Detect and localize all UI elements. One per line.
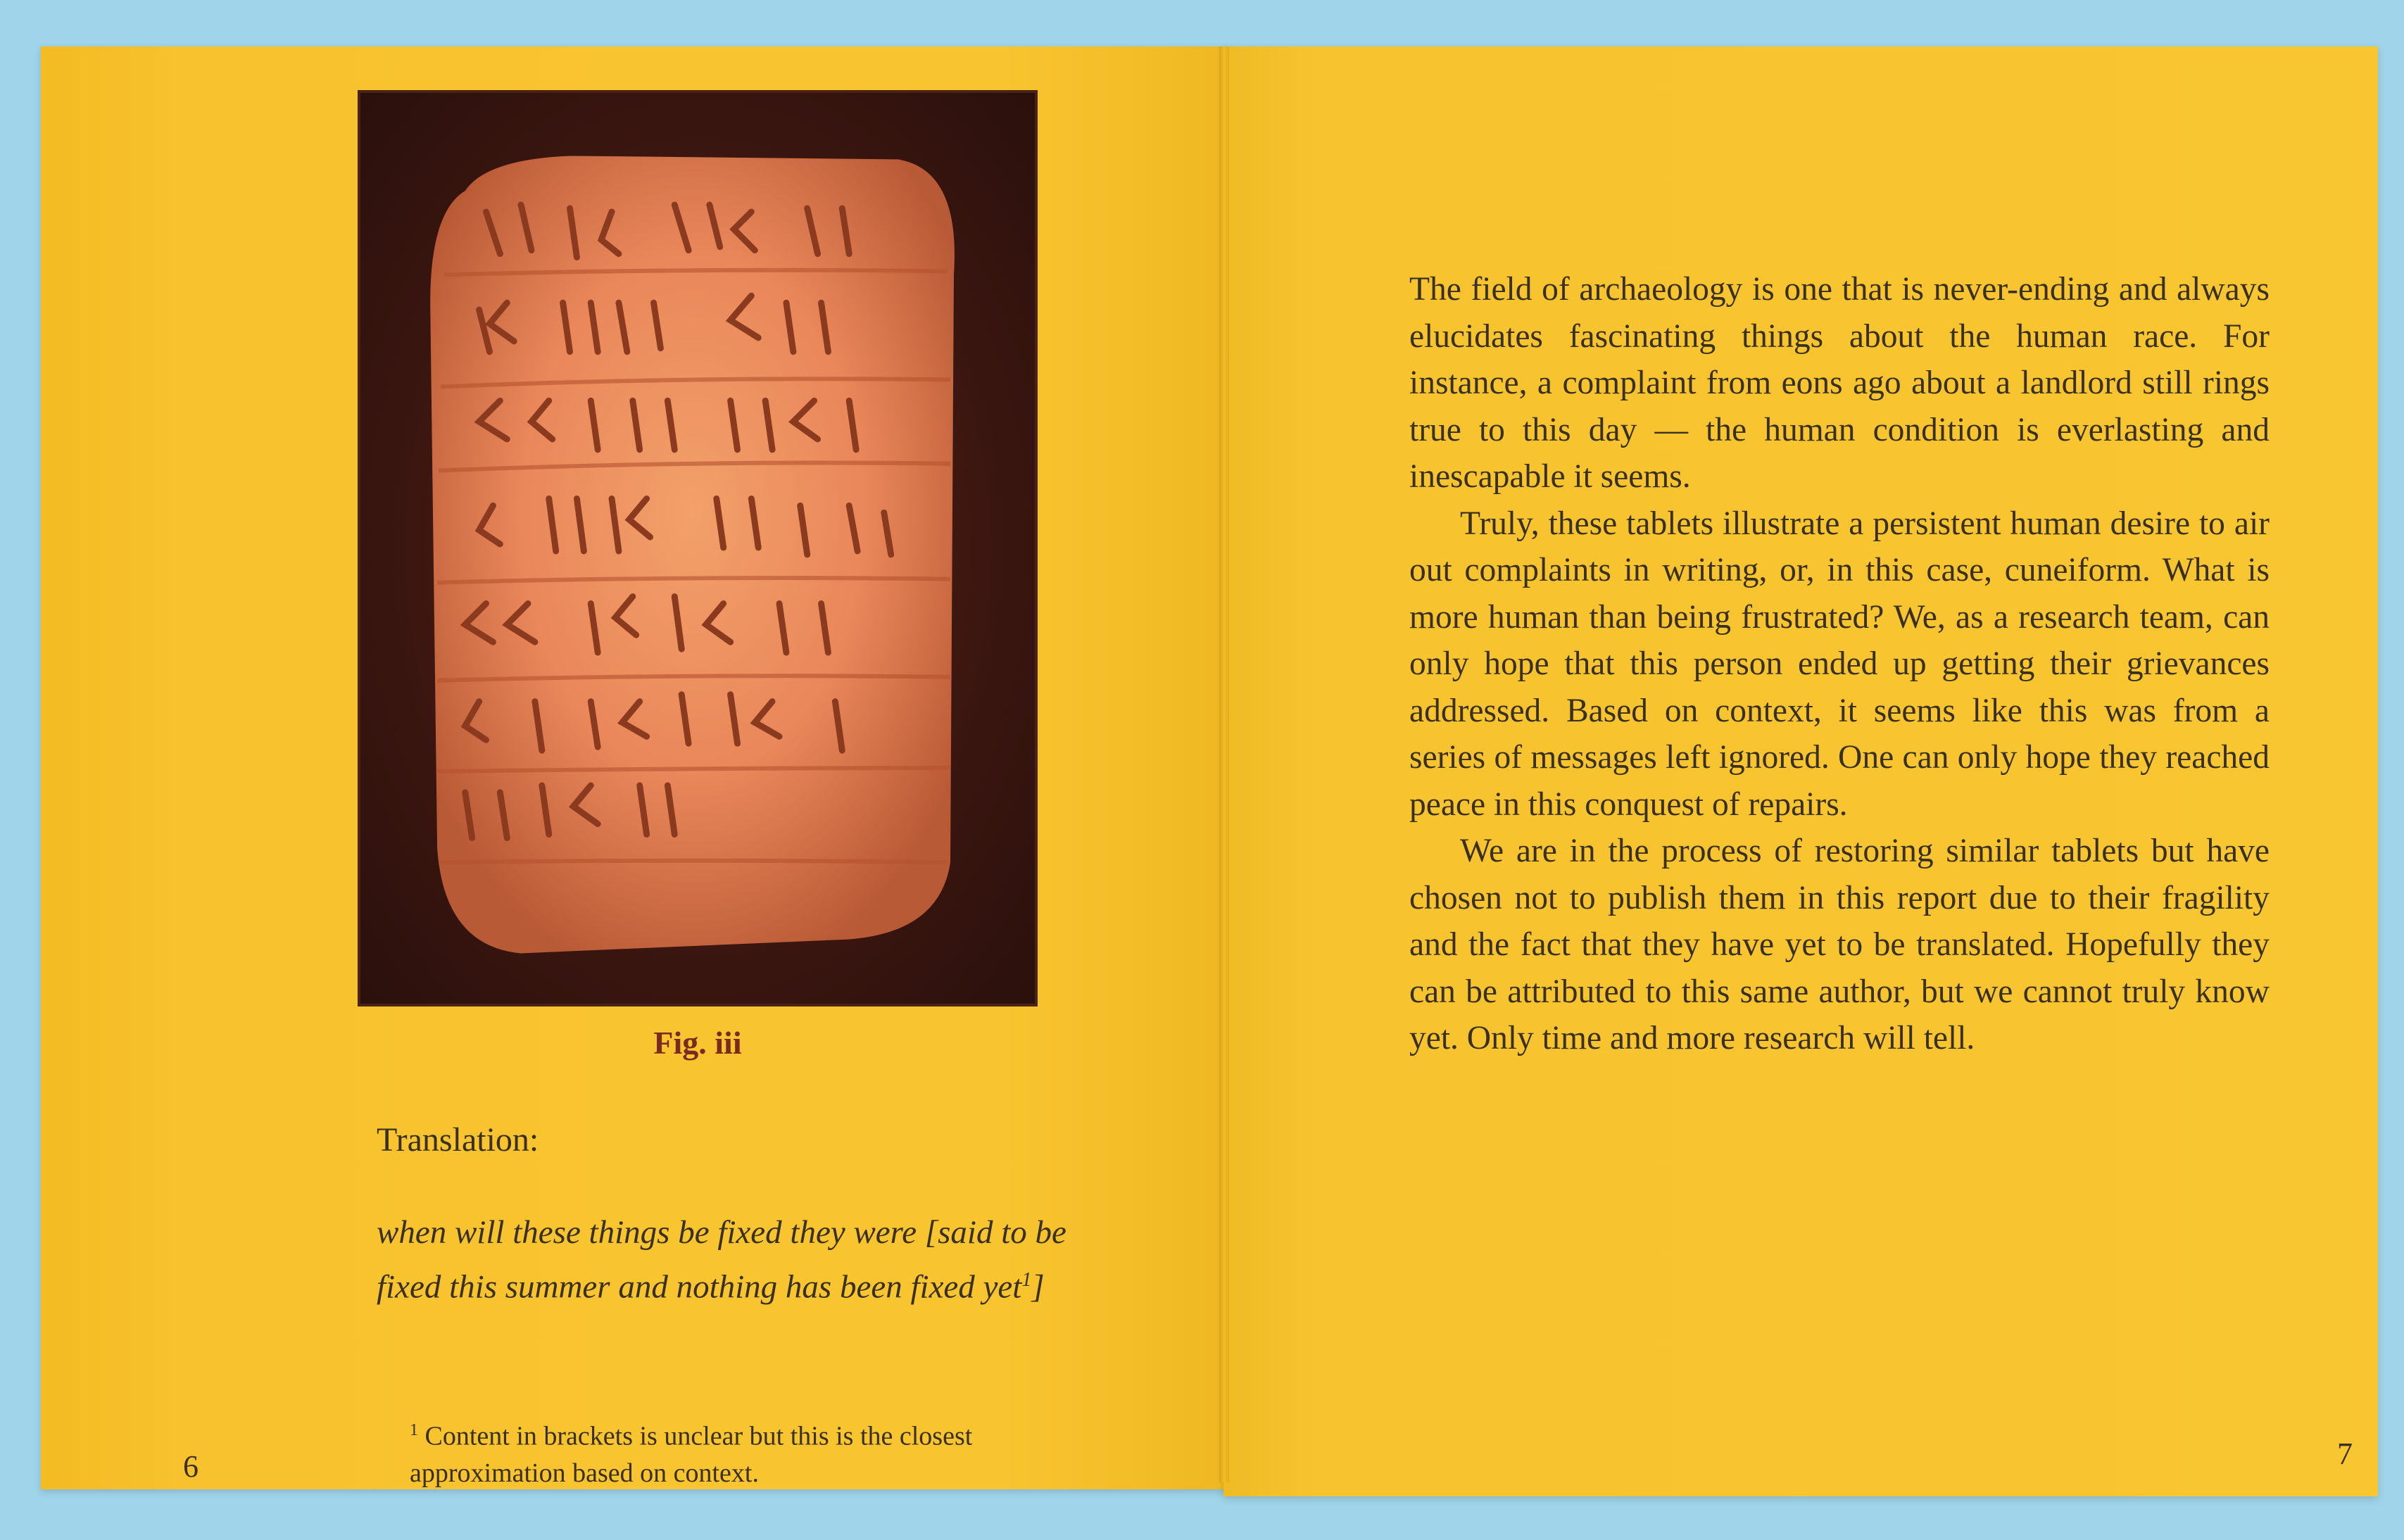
figure-caption: Fig. iii: [653, 1025, 742, 1061]
page-number-left: 6: [183, 1449, 199, 1484]
right-page-body: [1409, 266, 2270, 1062]
footnote-reference: 1: [1021, 1269, 1032, 1291]
book-spine: [1219, 46, 1229, 1482]
paragraph-3: We are in the process of restoring similar tablets but have chosen not to publish them in this report due to their fragility and the fact that they have yet to be translated. Hopefully they can be attributed to this same author, but we cannot truly know yet. Only time and more research will tell.: [1409, 833, 2270, 1056]
footnote: [410, 1412, 1043, 1491]
paragraph-2: Truly, these tablets illustrate a persistent human desire to air out complaints in writing, or, in this case, cuneiform. What is more human than being frustrated? We, as a research team, can only hope that this person ended up getting their grievances addressed. Based on context, it seems like this was from a series of messages left ignored. One can only hope they reached peace in this conquest of repairs.: [1409, 505, 2270, 823]
translation-text: [377, 1209, 1081, 1311]
tablet-image: [360, 93, 1035, 1004]
footnote-text: Content in brackets is unclear but this is the closest approximation based on context.: [410, 1421, 973, 1488]
page-number-right: 7: [2337, 1437, 2353, 1471]
footnote-marker: 1: [410, 1421, 418, 1439]
translation-label: Translation:: [377, 1121, 539, 1159]
translation-close-bracket: ]: [1031, 1268, 1045, 1306]
translation-body: when will these things be fixed they were [said to be fixed this summer and nothing has been fixed yet: [377, 1214, 1066, 1306]
cuneiform-tablet-photo: [358, 90, 1038, 1006]
paragraph-1: The field of archaeology is one that is never-ending and always elucidates fascinating things about the human race. For instance, a complaint from eons ago about a landlord still rings true to this day — the human condition is everlasting and inescapable it seems.: [1409, 271, 2270, 495]
